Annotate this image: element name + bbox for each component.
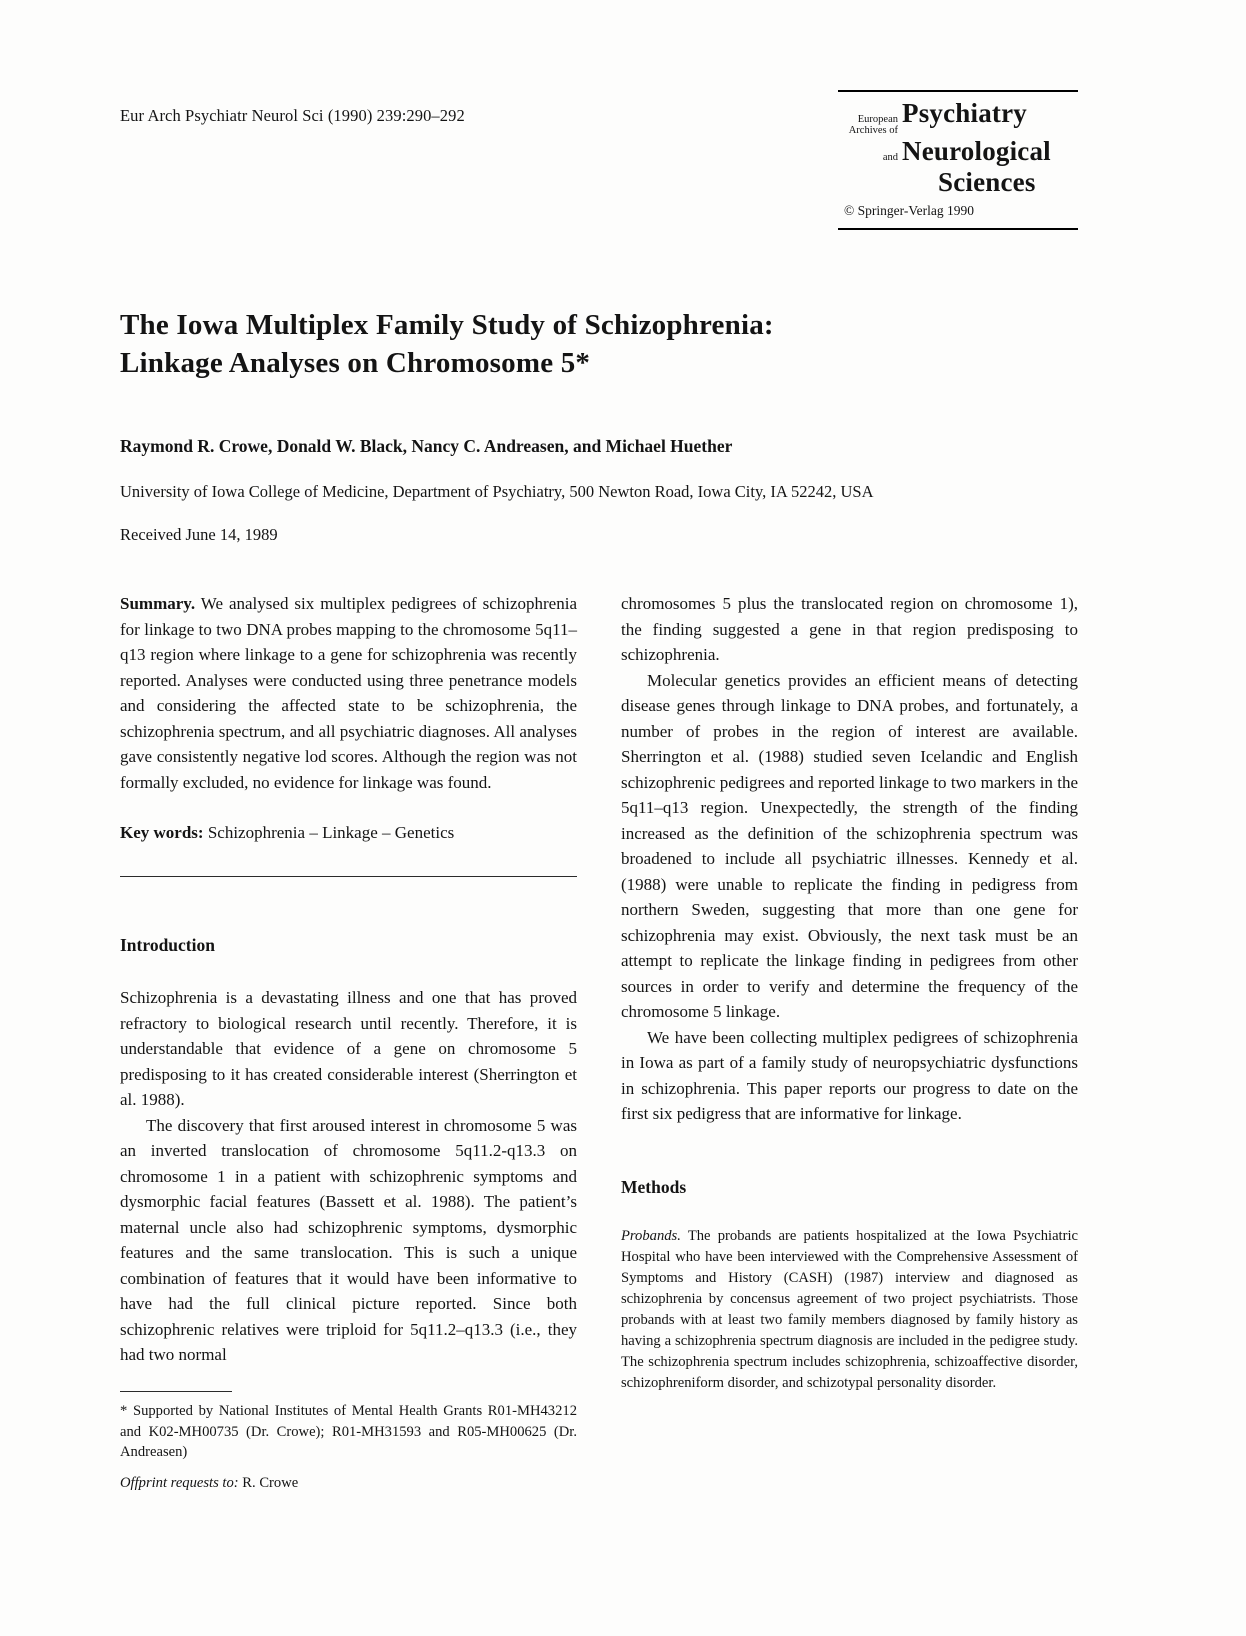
article-title bbox=[120, 306, 1078, 382]
masthead-row-psychiatry bbox=[838, 98, 1078, 136]
masthead-archives-of-label: Archives of bbox=[848, 125, 898, 136]
title-line-1: The Iowa Multiplex Family Study of Schizophrenia: bbox=[120, 309, 774, 341]
keywords-label: Key words: bbox=[120, 823, 204, 842]
footnote-rule bbox=[120, 1391, 232, 1392]
right-column bbox=[621, 591, 1078, 1493]
body-paragraph-2: Molecular genetics provides an efficient means of detecting disease genes through linkage to DNA probes, and fortunately, a number of probes in the region of interest are available. Sherrington et al. (1988) studied seven Icelandic and English schizophrenic pedigrees and reported linkage to two markers in the 5q11–q13 region. Unexpectedly, the strength of the finding increased as the definition of the schizophrenia spectrum was broadened to include all psychiatric illnesses. Kennedy et al. (1988) were unable to replicate the finding in pedigress from northern Sweden, suggesting that more than one gene for schizophrenia may exist. Obviously, the next task must be an attempt to replicate the linkage finding in pedigrees from other sources in order to verify and determine the frequency of the chromosome 5 linkage. bbox=[621, 670, 1078, 1021]
psychiatry-wordmark: Psychiatry bbox=[902, 98, 1027, 128]
body-columns bbox=[120, 591, 1078, 1493]
keywords-text: Schizophrenia – Linkage – Genetics bbox=[207, 823, 455, 842]
page-header bbox=[120, 90, 1078, 230]
introduction-heading: Introduction bbox=[120, 934, 215, 955]
springer-copyright: © Springer-Verlag 1990 bbox=[844, 203, 974, 218]
intro-paragraph-1: Schizophrenia is a devastating illness and one that has proved refractory to biological research until recently. Therefore, it is understandable that evidence of a gene on chromosome 5 predisposing to it has created considerable interest (Sherrington et al. 1988). bbox=[120, 988, 577, 1109]
methods-text: The probands are patients hospitalized at the Iowa Psychiatric Hospital who have been interviewed with the Comprehensive Assessment of Symptoms and History (CASH) (1987) interview and diagnosed as schizophrenia by concensus agreement of two project psychiatrists. Those probands with at least two family members diagnosed by family history as having a schizophrenia spectrum diagnosis are included in the pedigree study. The schizophrenia spectrum includes schizophrenia, schizoaffective disorder, schizophreniform disorder, and schizotypal personality disorder. bbox=[621, 1228, 1078, 1391]
intro-paragraph-2: The discovery that first aroused interest in chromosome 5 was an inverted translocation of chromosome 5q11.2-q13.3 on chromosome 1 in a patient with schizophrenic symptoms and dysmorphic facial features (Bassett et al. 1988). The patient’s maternal uncle also had schizophrenic symptoms, dysmorphic features and the same translocation. This is such a unique combination of features that it would have been informative to have had the full clinical picture reported. Since both schizophrenic relatives were triploid for 5q11.2–q13.3 (i.e., they had two normal bbox=[120, 1115, 577, 1364]
masthead-and-label: and bbox=[882, 152, 898, 163]
body-paragraph-1: chromosomes 5 plus the translocated region on chromosome 1), the finding suggested a gene in that region predisposing to schizophrenia. bbox=[621, 594, 1078, 664]
footnote-grant-text: * Supported by National Institutes of Mental Health Grants R01-MH43212 and K02-MH00735 (Dr. Crowe); R01-MH31593 and R05-MH00625 (Dr. Andreasen) bbox=[120, 1403, 577, 1460]
masthead-top-rule bbox=[838, 90, 1078, 92]
offprint-line bbox=[120, 1473, 577, 1494]
methods-paragraph bbox=[621, 1226, 1078, 1394]
summary-text: We analysed six multiplex pedigrees of schizophrenia for linkage to two DNA probes mapping to the chromosome 5q11–q13 region where linkage to a gene for schizophrenia was recently reported. Analyses were conducted using three penetrance models and considering the affected state to be schizophrenia, the schizophrenia spectrum, and all psychiatric diagnoses. All analyses gave consistently negative lod scores. Although the region was not formally excluded, no evidence for linkage was found. bbox=[120, 594, 577, 792]
journal-masthead bbox=[838, 90, 1078, 230]
offprint-label: Offprint requests to: bbox=[120, 1474, 239, 1491]
title-line-2: Linkage Analyses on Chromosome 5* bbox=[120, 347, 591, 379]
neurological-wordmark: Neurological bbox=[902, 136, 1051, 166]
received-line: Received June 14, 1989 bbox=[120, 525, 278, 544]
probands-label: Probands. bbox=[621, 1228, 681, 1244]
affiliation-line: University of Iowa College of Medicine, Department of Psychiatry, 500 Newton Road, Iowa City, IA 52242, USA bbox=[120, 482, 874, 501]
abstract-divider-rule bbox=[120, 876, 577, 877]
masthead-european-archives-label bbox=[838, 114, 902, 136]
masthead-european-label: European bbox=[857, 114, 898, 125]
offprint-value: R. Crowe bbox=[242, 1474, 299, 1491]
footnote-block bbox=[120, 1391, 577, 1493]
keywords-paragraph bbox=[120, 820, 577, 846]
summary-label: Summary. bbox=[120, 594, 196, 613]
sciences-wordmark: Sciences bbox=[938, 167, 1036, 197]
methods-heading: Methods bbox=[621, 1176, 687, 1197]
journal-citation: Eur Arch Psychiatr Neurol Sci (1990) 239:290–292 bbox=[120, 106, 465, 125]
authors-line: Raymond R. Crowe, Donald W. Black, Nancy C. Andreasen, and Michael Huether bbox=[120, 436, 733, 456]
summary-paragraph bbox=[120, 591, 577, 795]
left-column bbox=[120, 591, 577, 1493]
masthead-bottom-rule bbox=[838, 228, 1078, 230]
body-paragraph-3: We have been collecting multiplex pedigrees of schizophrenia in Iowa as part of a family study of neuropsychiatric dysfunctions in schizophrenia. This paper reports our progress to date on the first six pedigress that are informative for linkage. bbox=[621, 1027, 1078, 1123]
masthead-row-neurological bbox=[838, 136, 1078, 167]
